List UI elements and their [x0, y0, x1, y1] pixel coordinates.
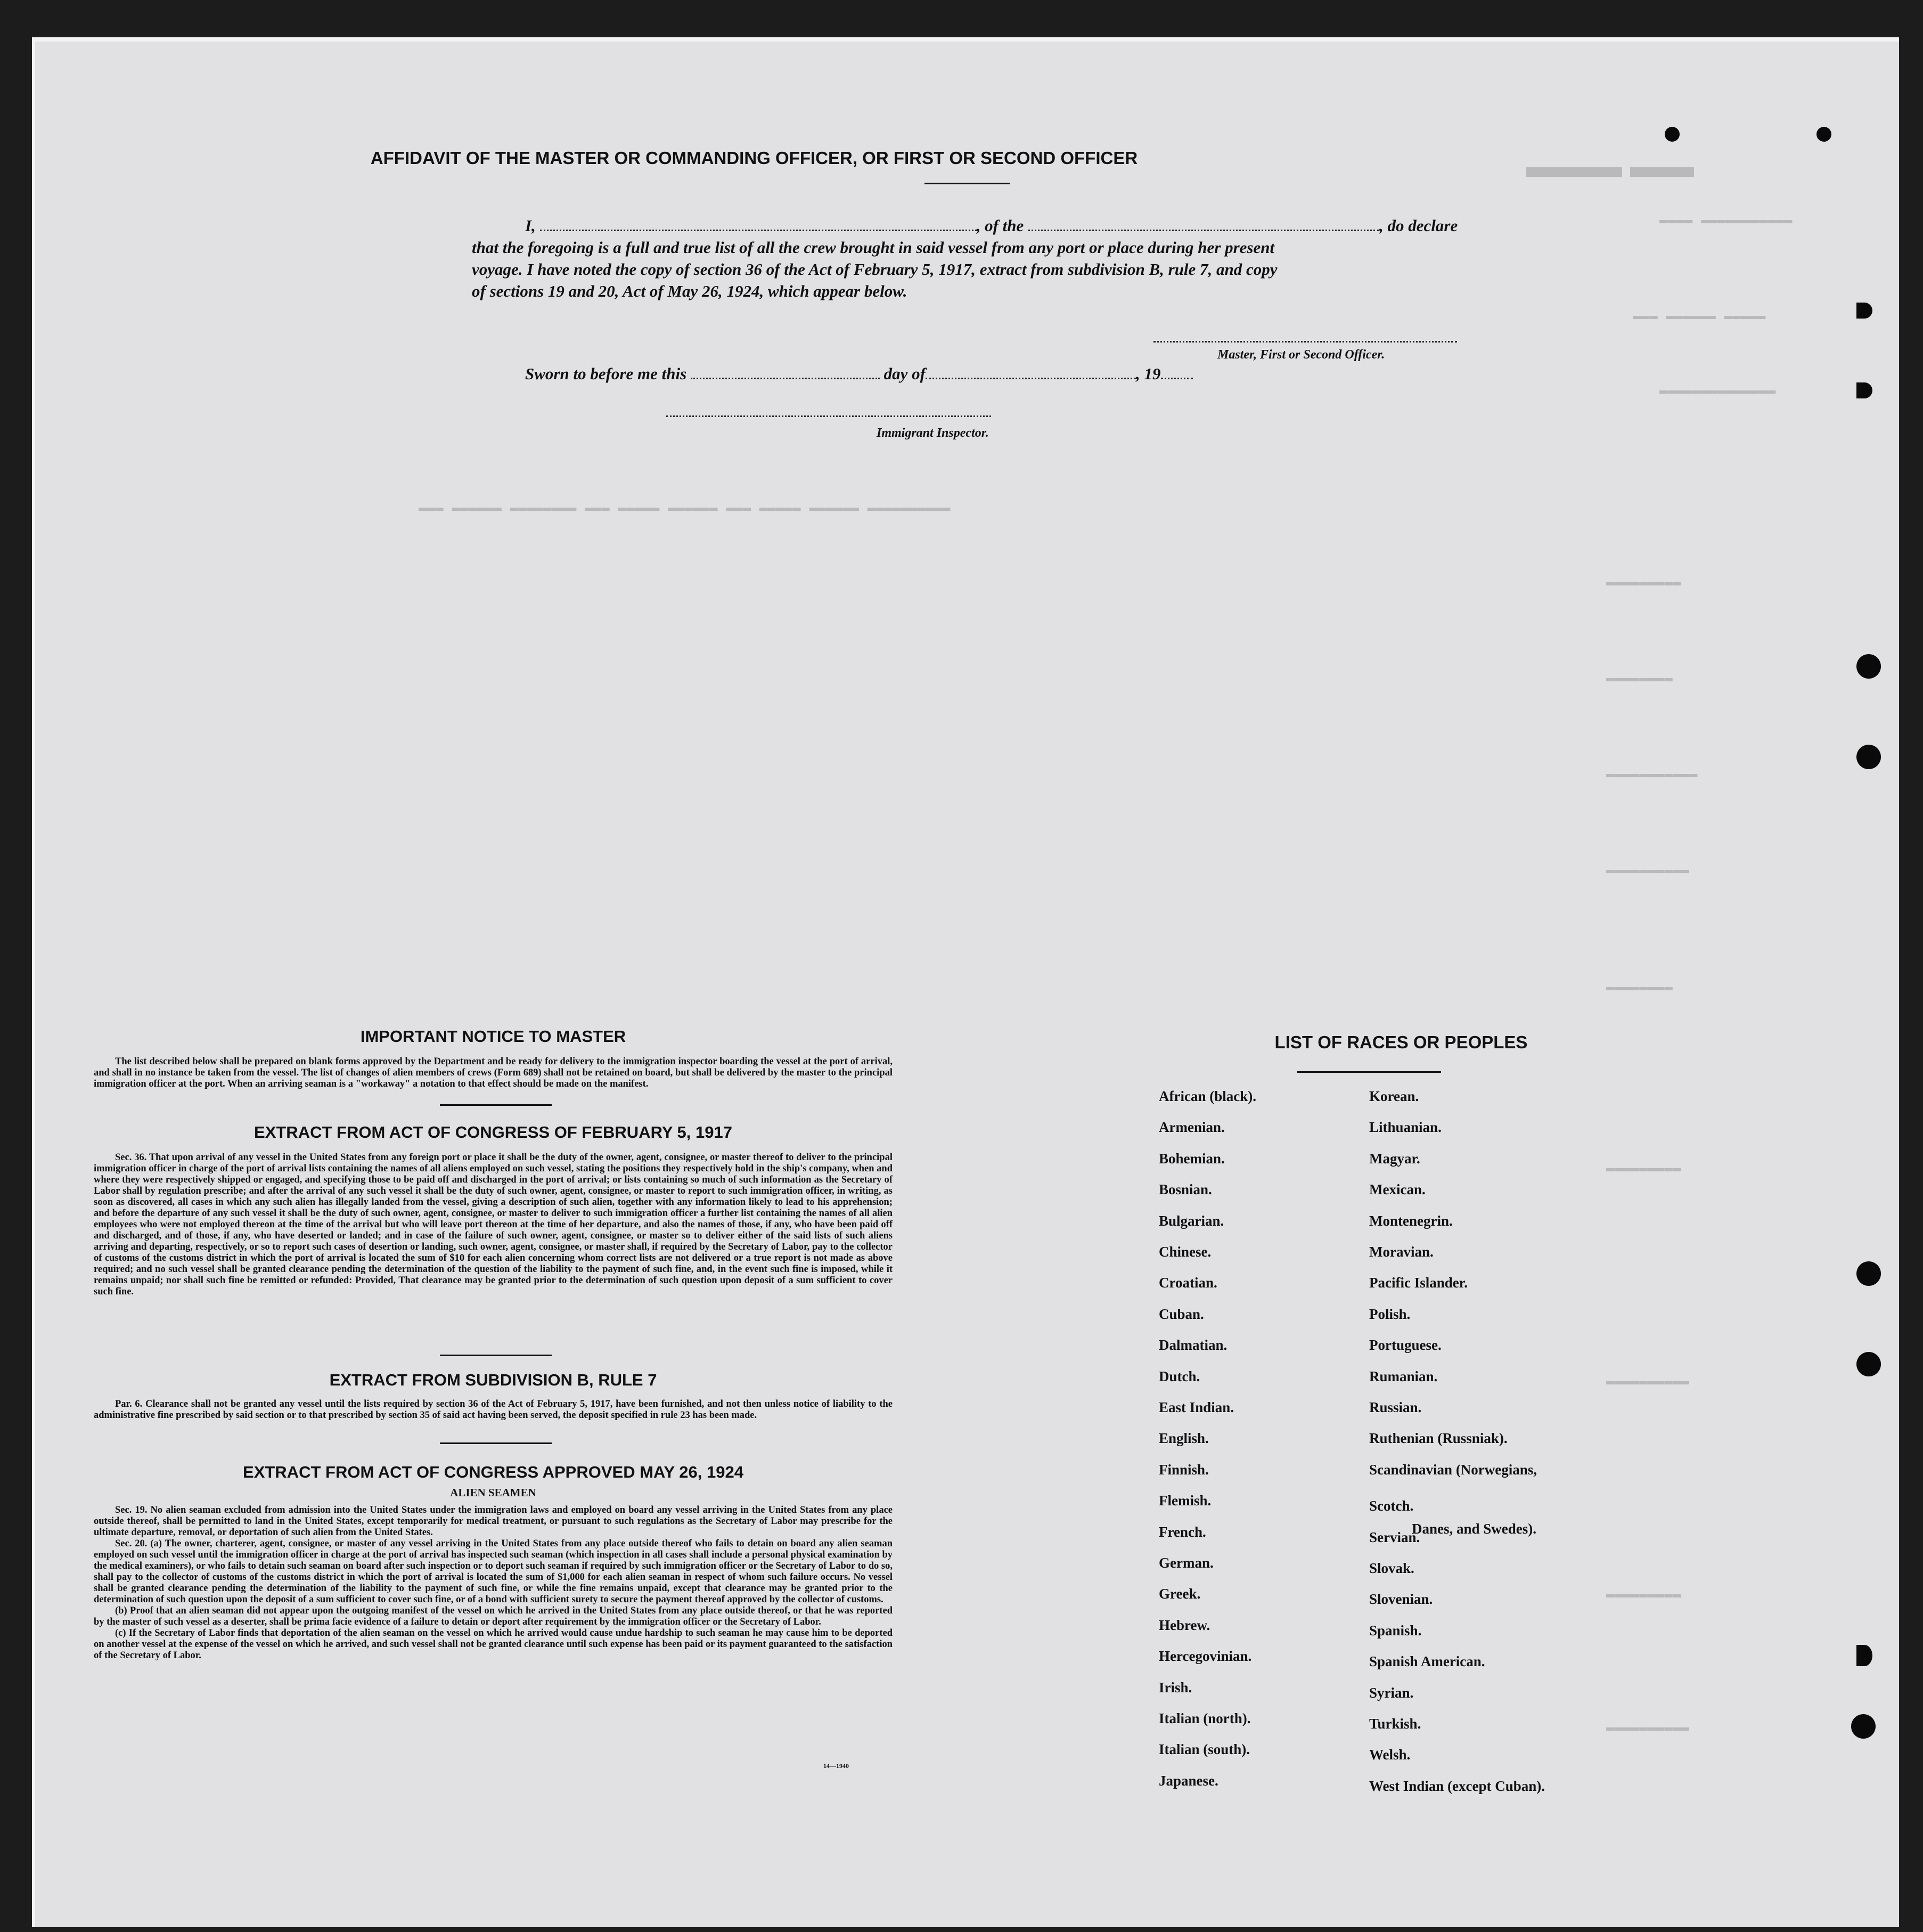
race-item: Croatian. — [1159, 1275, 1217, 1291]
punch-hole — [1856, 1261, 1881, 1286]
bleed-through-text: ▬▬▬ ▬▬▬▬▬▬ ▬▬▬▬▬ — [1633, 308, 1766, 324]
race-item: Pacific Islander. — [1369, 1275, 1468, 1291]
race-item: Syrian. — [1369, 1685, 1414, 1701]
race-item: African (black). — [1159, 1088, 1256, 1104]
vessel-name-field[interactable] — [1028, 217, 1379, 231]
race-item: Bosnian. — [1159, 1181, 1212, 1197]
sworn-year-field[interactable] — [1161, 365, 1193, 379]
race-item: English. — [1159, 1430, 1209, 1446]
document-page — [32, 37, 1899, 1927]
race-item: Bulgarian. — [1159, 1213, 1224, 1229]
race-item: Magyar. — [1369, 1151, 1420, 1167]
extract-1924-title: EXTRACT FROM ACT OF CONGRESS APPROVED MAY 26, 1924 — [243, 1463, 743, 1481]
divider — [1297, 1071, 1441, 1073]
race-item: Ruthenian (Russniak). — [1369, 1430, 1508, 1446]
race-item: Bohemian. — [1159, 1151, 1225, 1167]
extract-rule7-text: Par. 6. Clearance shall not be granted any vessel until the lists required by section 36 of the Act of February 5, 1917, have been furnished, and not then unless notice of liability to the administrative fine prescribed by said section or to that prescribed by section 35 of said act having been served, the deposit specified in rule 23 has been made. — [94, 1399, 893, 1421]
form-number: 14—1940 — [823, 1762, 849, 1770]
bleed-through-text: ▬▬▬▬▬▬▬▬▬▬▬▬▬▬ — [1659, 382, 1776, 398]
section-20b-text: (b) Proof that an alien seaman did not appear upon the outgoing manifest of the vessel on which he arrived in the United States from any place outside thereof, or that he was reported by the master of such vessel as a deserter, shall be prima facie evidence of a failure to detain or deport after requirement by the immigration officer or the Secretary of Labor. — [94, 1605, 893, 1627]
bleed-through-text: ▬▬▬▬▬▬▬▬▬ — [1606, 1586, 1681, 1602]
bleed-through-text: ▬▬▬▬▬▬▬▬▬▬ — [1606, 1373, 1690, 1389]
sworn-date-field[interactable] — [691, 365, 880, 379]
bleed-through-text: ▬▬▬▬▬▬▬▬▬▬▬ — [1606, 766, 1698, 782]
punch-hole — [1665, 127, 1680, 142]
inspector-signature-field[interactable] — [666, 415, 991, 417]
race-item: Russian. — [1369, 1399, 1422, 1415]
inspector-signature-label: Immigrant Inspector. — [877, 426, 989, 440]
sworn-month-field[interactable] — [926, 365, 1136, 379]
race-item: Slovak. — [1369, 1560, 1414, 1576]
bleed-through-text: ▬▬▬ ▬▬▬▬▬▬ ▬▬▬▬▬▬▬▬ ▬▬▬ ▬▬▬▬▬ ▬▬▬▬▬▬ ▬▬▬ ▬▬▬▬▬ ▬▬▬▬▬▬ ▬▬▬▬▬▬▬▬▬▬ — [419, 500, 951, 516]
declaration-i-label: I, — [525, 216, 536, 235]
punch-hole — [1816, 127, 1831, 142]
punch-hole — [1851, 1714, 1876, 1739]
declaration-line-3: voyage. I have noted the copy of section 36 of the Act of February 5, 1917, extract from subdivision B, rule 7, and copy — [472, 260, 1278, 279]
race-item: Slovenian. — [1369, 1591, 1433, 1607]
race-item: Montenegrin. — [1369, 1213, 1453, 1229]
race-item: Italian (north). — [1159, 1710, 1251, 1726]
race-item: East Indian. — [1159, 1399, 1234, 1415]
punch-hole — [1856, 745, 1881, 769]
extract-1924-subtitle: ALIEN SEAMEN — [450, 1486, 536, 1499]
bleed-through-text: ▬▬▬ ▬▬ — [1526, 149, 1694, 184]
section-20a-text: Sec. 20. (a) The owner, charterer, agent, consignee, or master of any vessel arriving in the United States from any place outside thereof who fails to detain on board any alien seaman employed on such vessel until the immigration officer in charge at the port of arrival has inspected such seaman (which inspection in all cases shall include a personal physical examination by the medical examiners), or who fails to detain such seaman on board after such inspection or to deport such seaman if required by such immigration officer or the Secretary of Labor to do so, shall pay to the collector of customs of the customs district in which the port of arrival is located the sum of $1,000 for each alien seaman in respect of whom such failure occurs. No vessel shall be granted clearance pending the determination of the liability to the payment of such fine, or while the fine remains unpaid, except that clearance may be granted prior to the determination of such question upon the deposit of a sum sufficient to cover such fine, or of a bond with sufficient surety to secure the payment thereof approved by the collector of customs. — [94, 1538, 893, 1605]
bleed-through-text: ▬▬▬▬▬▬▬▬▬ — [1606, 574, 1681, 590]
master-signature-field[interactable] — [1153, 341, 1457, 343]
sworn-line — [525, 363, 1193, 385]
race-item: Rumanian. — [1369, 1368, 1438, 1384]
bleed-through-text: ▬▬▬▬▬▬▬▬ — [1606, 670, 1673, 686]
bleed-through-text: ▬▬▬▬▬▬▬▬ — [1606, 979, 1673, 995]
race-item: Scandinavian (Norwegians, — [1369, 1462, 1537, 1478]
race-item: Servian. — [1369, 1529, 1420, 1545]
race-item-continuation: Danes, and Swedes). — [1412, 1521, 1537, 1537]
race-item: Scotch. — [1369, 1498, 1414, 1514]
punch-hole — [1856, 303, 1872, 319]
declaration-line-4: of sections 19 and 20, Act of May 26, 1924, which appear below. — [472, 282, 907, 300]
race-item: Hebrew. — [1159, 1617, 1210, 1633]
extract-1924-body — [94, 1505, 893, 1661]
section-20c-text: (c) If the Secretary of Labor finds that deportation of the alien seaman on the vessel on which he arrived would cause undue hardship to such seaman he may cause him to be deported on another vessel at the expense of the vessel on which he arrived, and such vessel shall not be granted clearance until such expense has been paid or its payment guaranteed to the satisfaction of the Secretary of Labor. — [94, 1628, 893, 1661]
race-item: Japanese. — [1159, 1773, 1218, 1789]
race-item: Armenian. — [1159, 1119, 1225, 1135]
race-item: Hercegovinian. — [1159, 1648, 1252, 1664]
declaration-block — [472, 215, 1526, 302]
punch-hole — [1856, 382, 1872, 398]
extract-1917-text: Sec. 36. That upon arrival of any vessel in the United States from any foreign port or place it shall be the duty of the owner, agent, consignee, or master thereof to deliver to the principal immigration officer in charge of the port of arrival lists containing the names of all aliens employed on such vessel, stating the positions they respectively hold in the ship's company, when and where they were respectively shipped or engaged, and specifying those to be paid off and discharged in the port of arrival; or lists containing so much of such information as the Secretary of Labor shall by regulation prescribe; and after the arrival of any such vessel it shall be the duty of such owner, agent, consignee, or master to report to such immigration officer, in writing, as soon as discovered, all cases in which any such alien has illegally landed from the vessel, giving a description of such alien, together with any information likely to lead to his apprehension; and before the departure of any such vessel it shall be the duty of such owner, agent, consignee, or master to deliver to such immigration officer a further list containing the names of all alien employees who were not employed thereon at the time of the arrival but who will leave port thereon at the time of her departure, and also the names of those, if any, who have been paid off and discharged, and of those, if any, who have deserted or landed; and in case of the failure of such owner, agent, consignee, or master so to deliver either of the said lists of such aliens arriving and departing, respectively, or so to report such cases of desertion or landing, such owner, agent, consignee, or master shall, if required by the Secretary of Labor, pay to the collector of customs of the customs district in which the port of arrival is located the sum of $10 for each alien concerning whom correct lists are not delivered or a true report is not made as above required; and no such vessel shall be granted clearance pending the determination of the question of the liability to the payment of such fine, and, in the event such fine is imposed, while it remains unpaid; nor shall such fine be remitted or refunded: Provided, That clearance may be granted prior to the determination of such question upon deposit of a sum sufficient to cover such fine. — [94, 1152, 893, 1297]
bleed-through-text: ▬▬▬▬▬▬▬▬▬ — [1606, 1160, 1681, 1176]
day-of-label: day of — [883, 364, 926, 383]
race-item: Portuguese. — [1369, 1337, 1442, 1353]
punch-hole — [1856, 654, 1881, 679]
race-item: French. — [1159, 1524, 1206, 1540]
affidavit-title: AFFIDAVIT OF THE MASTER OR COMMANDING OFFICER, OR FIRST OR SECOND OFFICER — [370, 148, 1138, 168]
master-signature-label: Master, First or Second Officer. — [1217, 348, 1385, 362]
notice-text: The list described below shall be prepared on blank forms approved by the Department and be ready for delivery to the immigration inspector boarding the vessel at the port of arrival, and shall in no instance be taken from the vessel. The list of changes of alien members of crews (Form 689) shall not be retained on board, but shall be delivered by the master to the principal immigration officer at the port. When an arriving seaman is a "workaway" a notation to that effect should be made on the manifest. — [94, 1056, 893, 1089]
race-item: German. — [1159, 1555, 1214, 1571]
race-item: Welsh. — [1369, 1747, 1411, 1763]
race-item: Finnish. — [1159, 1462, 1209, 1478]
race-item: Dutch. — [1159, 1368, 1200, 1384]
race-item: Mexican. — [1369, 1181, 1426, 1197]
race-item: Flemish. — [1159, 1493, 1212, 1509]
race-item: Spanish. — [1369, 1623, 1422, 1638]
race-item: Italian (south). — [1159, 1741, 1250, 1757]
section-19-text: Sec. 19. No alien seaman excluded from admission into the United States under the immigration laws and employed on board any vessel arriving in the United States from any place outside thereof, shall be permitted to land in the United States, except temporarily for medical treatment, or pursuant to such regulations as the Secretary of Labor may prescribe for the ultimate departure, removal, or deportation of such alien from the United States. — [94, 1505, 893, 1538]
punch-hole — [1856, 1352, 1881, 1376]
sworn-label: Sworn to before me this — [525, 364, 687, 383]
declaration-do-declare-label: , do declare — [1379, 216, 1458, 235]
race-item: Cuban. — [1159, 1306, 1204, 1322]
extract-rule7-title: EXTRACT FROM SUBDIVISION B, RULE 7 — [329, 1371, 657, 1389]
divider — [440, 1355, 552, 1356]
race-item: Turkish. — [1369, 1716, 1421, 1732]
race-item: Polish. — [1369, 1306, 1411, 1322]
bleed-through-text: ▬▬▬▬▬▬▬▬▬▬ — [1606, 862, 1690, 878]
race-item: Korean. — [1369, 1088, 1419, 1104]
race-item: Chinese. — [1159, 1244, 1212, 1260]
bleed-through-text: ▬▬▬▬▬▬▬▬▬▬ — [1606, 1719, 1690, 1735]
divider — [924, 183, 1010, 184]
race-item: Spanish American. — [1369, 1653, 1485, 1669]
declaration-of-the-label: , of the — [976, 216, 1024, 235]
punch-hole — [1856, 1645, 1872, 1666]
race-item: Moravian. — [1369, 1244, 1434, 1260]
bleed-through-text: ▬▬▬▬ ▬▬▬▬▬▬▬▬▬▬▬ — [1659, 212, 1793, 228]
declaration-line-2: that the foregoing is a full and true list of all the crew brought in said vessel from any port or place during her present — [472, 238, 1275, 257]
race-item: Dalmatian. — [1159, 1337, 1228, 1353]
race-item: Greek. — [1159, 1586, 1201, 1602]
notice-title: IMPORTANT NOTICE TO MASTER — [360, 1027, 626, 1046]
master-name-field[interactable] — [540, 217, 977, 231]
divider — [440, 1104, 552, 1106]
divider — [440, 1442, 552, 1444]
year-label: , 19 — [1136, 364, 1161, 383]
race-item: West Indian (except Cuban). — [1369, 1778, 1545, 1794]
extract-1917-title: EXTRACT FROM ACT OF CONGRESS OF FEBRUARY 5, 1917 — [254, 1123, 732, 1142]
races-title: LIST OF RACES OR PEOPLES — [1274, 1032, 1528, 1052]
race-item: Lithuanian. — [1369, 1119, 1442, 1135]
race-item: Irish. — [1159, 1680, 1192, 1695]
